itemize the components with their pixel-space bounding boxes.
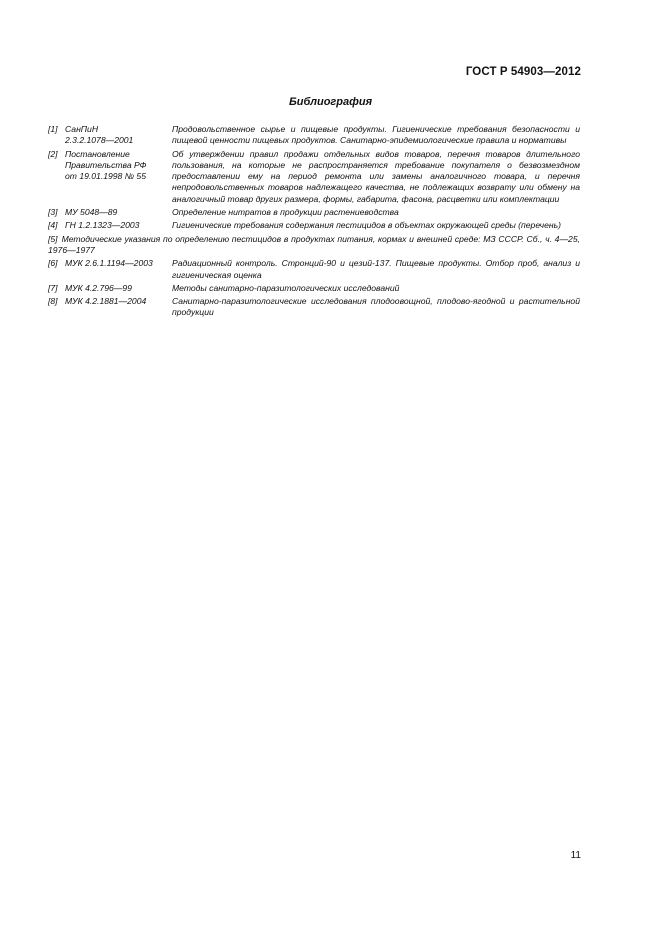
reference-text: Методические указания по определению пестицидов в продуктах питания, кормах и внешней среде: МЗ СССР. Сб., ч. 4—25, 1976—1977 <box>48 233 580 255</box>
reference-source: Постановление Правительства РФ от 19.01.1998 № 55 <box>65 148 147 182</box>
reference-text: Радиационный контроль. Стронций-90 и цезий-137. Пищевые продукты. Отбор проб, анализ и гигиеническая оценка <box>172 258 580 280</box>
reference-source: СанПиН 2.3.2.1078—2001 <box>65 124 134 146</box>
document-header-code: ГОСТ Р 54903—2012 <box>465 66 581 78</box>
reference-text: Определение нитратов в продукции растениеводства <box>172 207 399 218</box>
reference-text: Продовольственное сырье и пищевые продукты. Гигиенические требования безопасности и пищевой ценности пищевых продуктов. Санитарно-эпидемиологические правила и нормативы <box>172 124 580 146</box>
reference-number: [2] <box>48 148 58 159</box>
reference-text: Методы санитарно-паразитологических исследований <box>172 282 400 293</box>
reference-number: [3] <box>48 207 58 218</box>
bibliography-title: Библиография <box>288 96 373 108</box>
reference-number: [7] <box>48 282 58 293</box>
reference-number: [8] <box>48 296 58 307</box>
reference-source: МУК 2.6.1.1194—2003 <box>65 258 153 269</box>
reference-text: Гигиенические требования содержания пестицидов в объектах окружающей среды (перечень) <box>172 220 561 231</box>
reference-source: МУК 4.2.1881—2004 <box>65 296 147 307</box>
reference-number: [4] <box>48 220 58 231</box>
reference-number: [5] <box>48 233 58 244</box>
reference-source: МУК 4.2.796—99 <box>65 282 132 293</box>
reference-text: Санитарно-паразитологические исследования плодоовощной, плодово-ягодной и растительной продукции <box>172 296 580 318</box>
reference-number: [1] <box>48 124 58 134</box>
reference-list <box>48 124 580 321</box>
reference-source: ГН 1.2.1323—2003 <box>65 220 140 231</box>
reference-source: МУ 5048—89 <box>65 207 118 218</box>
reference-item <box>48 234 580 257</box>
reference-text: Об утверждении правил продажи отдельных видов товаров, перечня товаров длительного пользования, на которые не распространяется требование покупателя о безвозмездном предоставлении ему на период ремонта или замены аналогичного товара, и перечня непродовольственных товаров надлежащего качества, не подлежащих возврату или обмену на аналогичный товар других размера, формы, габарита, фасона, расцветки или комплектации <box>172 148 580 204</box>
reference-item <box>48 258 580 281</box>
reference-number: [6] <box>48 258 58 269</box>
reference-item <box>48 124 580 147</box>
reference-item <box>48 149 580 205</box>
reference-item <box>48 220 580 231</box>
reference-item <box>48 283 580 294</box>
reference-item <box>48 296 580 319</box>
page-number: 11 <box>570 850 581 861</box>
reference-item <box>48 207 580 218</box>
